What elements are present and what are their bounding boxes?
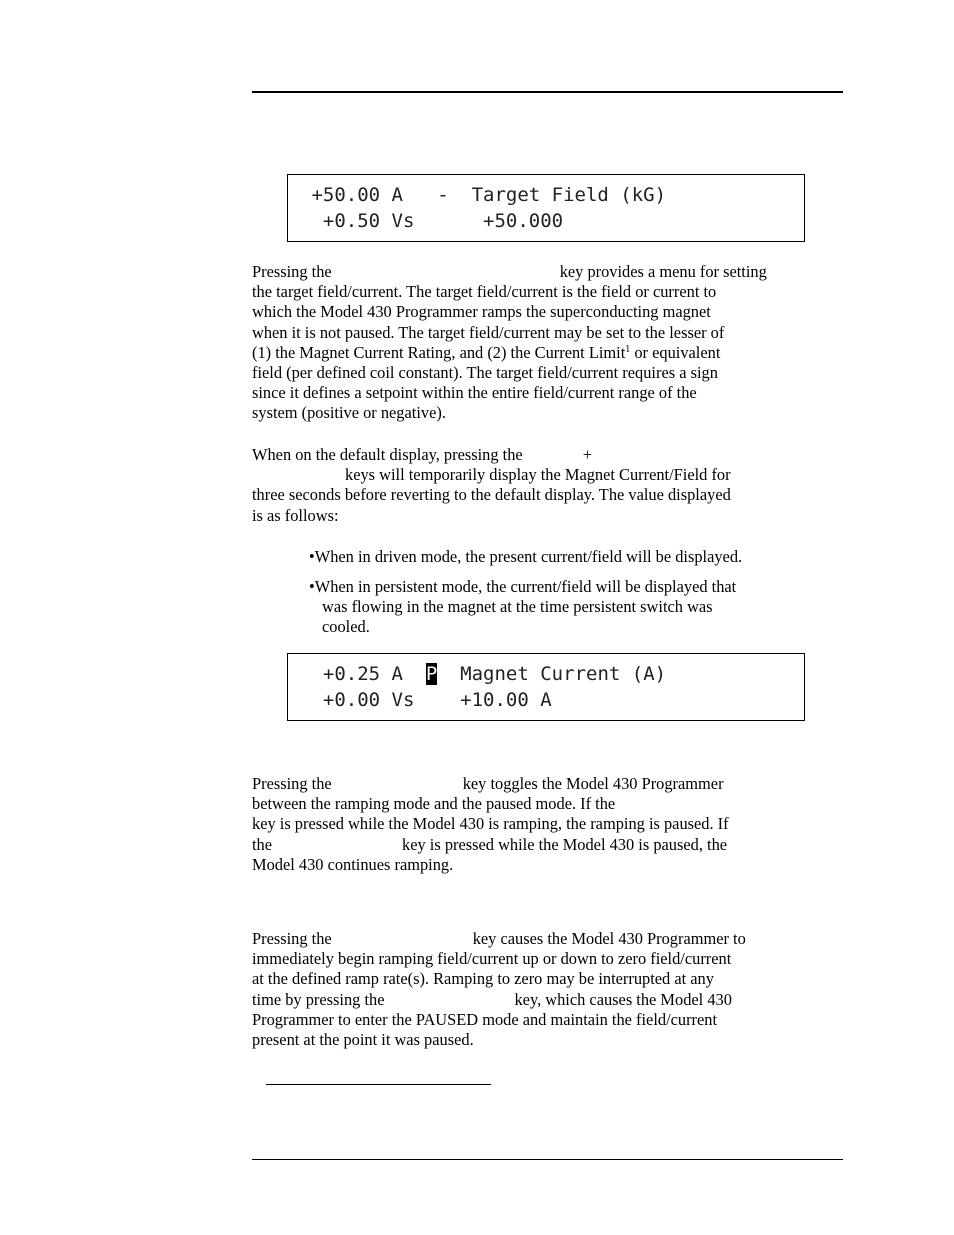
bullet-list — [309, 547, 839, 567]
paragraph-ramp-to-zero: Pressing the key causes the Model 430 Programmer to immediately begin ramping field/current up or down to zero field/current at the defined ramp rate(s). Ramping to zero may be interrupted at any time by pressing the key, which causes the Model 430 Programmer to enter the PAUSED mode and maintain the field/current present at the point it was paused. — [252, 929, 746, 1049]
lcd-display-target-field — [287, 174, 805, 242]
footer-rule — [252, 1159, 843, 1160]
paragraph-target-field: Pressing the key provides a menu for setting the target field/current. The target field/current is the field or current to which the Model 430 Programmer ramps the superconducting magnet when it is not paused. The target field/current may be set to the lesser of (1) the Magnet Current Rating, and (2) the Current Limit$^1$ or equivalent field (per defined coil constant). The target field/current requires a sign since it defines a setpoint within the entire field/current range of the system (positive or negative). — [252, 262, 767, 423]
lcd-line-2: +0.00 Vs +10.00 A — [300, 689, 552, 711]
paragraph-default-display: When on the default display, pressing the + keys will temporarily display the Magnet Current/Field for three seconds before reverting to the default display. The value displayed is as follows: — [252, 445, 731, 525]
paragraph-pause-toggle: Pressing the key toggles the Model 430 Programmer between the ramping mode and the paused mode. If the key is pressed while the Model 430 is ramping, the ramping is paused. If the key is pressed while the Model 430 is paused, the Model 430 continues ramping. — [252, 774, 729, 874]
header-rule — [252, 91, 843, 93]
lcd-display-magnet-current — [287, 653, 805, 721]
bullet-item-persistent: •When in persistent mode, the current/field will be displayed that — [309, 577, 737, 596]
bullet-item-driven: •When in driven mode, the present current/field will be displayed. — [309, 547, 743, 566]
bullet-list-2: •When in persistent mode, the current/field will be displayed that was flowing in the magnet at the time persistent switch was cooled. — [309, 577, 839, 637]
persistent-indicator: P — [425, 663, 438, 685]
footnote-rule — [266, 1084, 491, 1085]
lcd-line-1: +50.00 A - Target Field (kG) — [300, 184, 667, 206]
footnote-ref: 1 — [625, 343, 631, 355]
lcd-line-1: +0.25 A P Magnet Current (A) — [300, 663, 667, 685]
lcd-line-2: +0.50 Vs +50.000 — [300, 210, 564, 232]
